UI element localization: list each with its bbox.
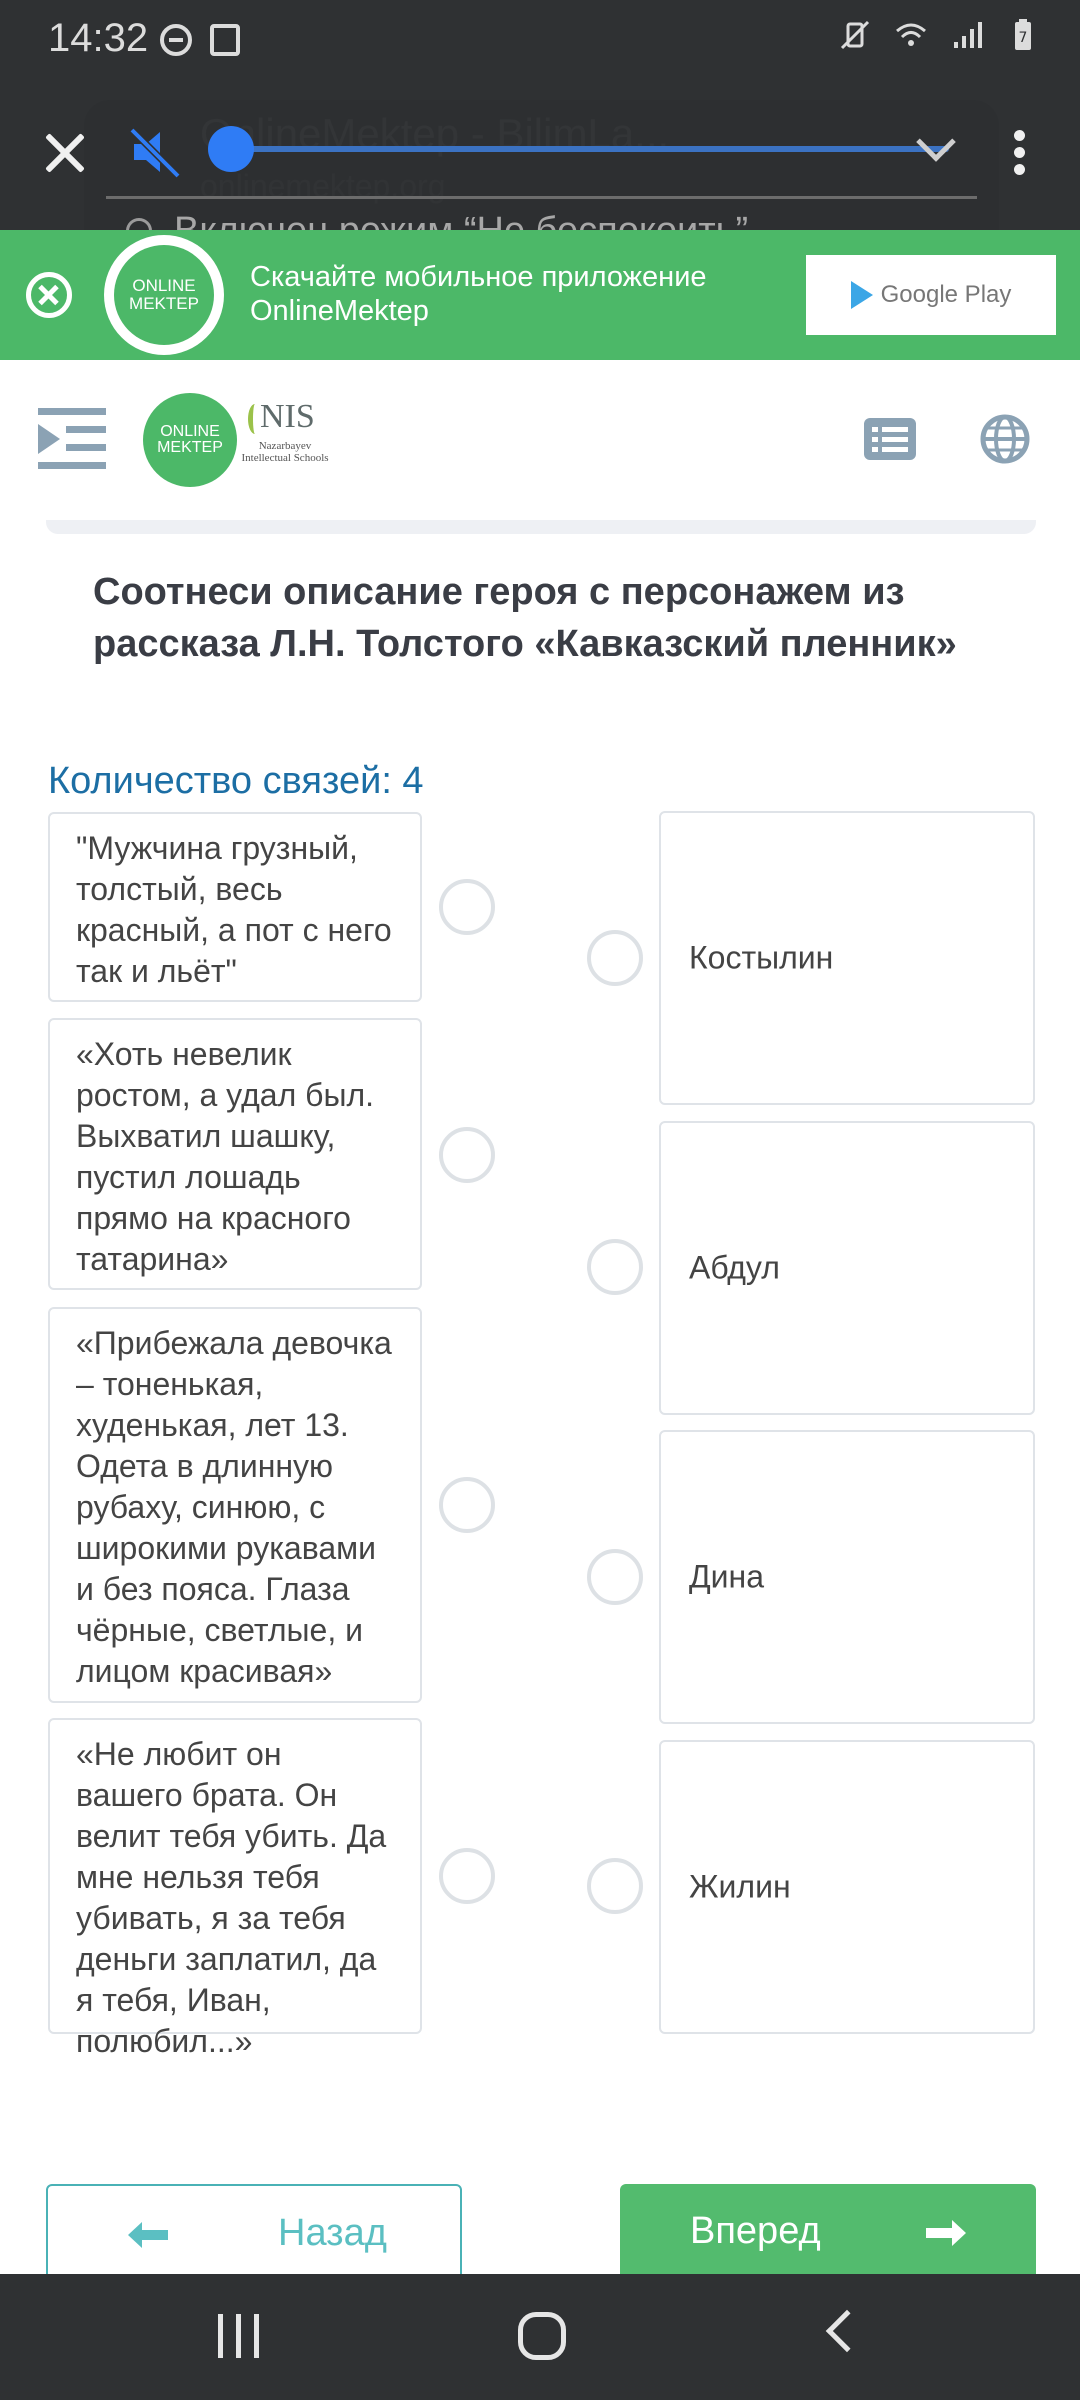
character-card-3[interactable] [659,1430,1035,1724]
description-card-1[interactable] [48,812,422,1002]
chevron-down-icon[interactable] [916,122,956,162]
mute-icon[interactable] [126,122,186,182]
character-connector-2[interactable] [587,1239,643,1295]
app-header [0,360,1080,520]
dnd-status-icon [160,24,192,56]
status-icons [838,18,1040,52]
battery-icon [1006,18,1040,52]
description-connector-3[interactable] [439,1477,495,1533]
back-button-label: Назад [278,2212,387,2254]
banner-text-line-2: OnlineMektep [250,295,429,327]
menu-toggle-icon[interactable] [38,408,106,470]
description-card-4[interactable] [48,1718,422,2059]
character-name: Жилин [689,1868,791,1905]
app-download-banner [0,230,1080,360]
nis-logo-subtitle: Nazarbayev Intellectual Schools [241,440,329,464]
logo-line-2: MEKTEP [129,294,199,313]
onlinemektep-logo[interactable] [143,393,237,487]
google-play-button[interactable] [806,255,1056,335]
description-connector-2[interactable] [439,1127,495,1183]
character-name: Костылин [689,939,834,976]
character-name: Дина [689,1558,765,1595]
arrow-right-icon [924,2218,968,2248]
nis-logo-word: NIS [260,398,315,435]
recent-apps-icon[interactable] [218,2314,262,2358]
status-bar [0,0,1080,80]
character-card-1[interactable] [659,811,1035,1105]
description-connector-1[interactable] [439,879,495,935]
volume-slider-handle[interactable] [208,126,254,172]
next-button[interactable] [620,2184,1036,2284]
character-card-4[interactable] [659,1740,1035,2034]
question-text: Соотнеси описание героя с персонажем из рассказа Л.Н. Толстого «Кавказский пленник» [93,571,957,665]
connections-count: Количество связей: 4 [48,760,424,802]
task-list-icon[interactable] [864,418,916,460]
vibrate-mute-icon [838,18,872,52]
description-text: «Прибежала девочка – тоненькая, худенькая, лет 13. Одета в длинную рубаху, синюю, с широкими рукавами и без пояса. Глаза чёрные, светлые, и лицом красивая» [76,1325,392,1689]
character-connector-4[interactable] [587,1858,643,1914]
signal-icon [950,18,984,52]
character-name: Абдул [689,1249,780,1286]
description-connector-4[interactable] [439,1848,495,1904]
description-text: «Хоть невелик ростом, а удал был. Выхватил шашку, пустил лошадь прямо на красного татарина» [76,1036,375,1277]
logo-line-1: ONLINE [132,276,196,295]
volume-slider-track[interactable] [229,146,949,152]
description-card-3[interactable] [48,1307,422,1703]
system-navigation-bar [0,2274,1080,2400]
character-connector-3[interactable] [587,1549,643,1605]
logo-line-2: MEKTEP [157,439,223,456]
nis-logo [240,398,330,488]
home-icon[interactable] [518,2312,566,2360]
notification-app-icon [210,24,240,56]
battery-level: 7 [1018,30,1028,46]
arrow-left-icon [126,2220,170,2250]
banner-text [250,260,707,328]
back-nav-icon[interactable] [826,2310,868,2352]
back-button[interactable] [46,2184,462,2284]
close-tab-icon[interactable] [40,128,90,178]
more-options-icon[interactable] [1014,130,1026,180]
wifi-icon [894,18,928,52]
close-banner-icon[interactable] [26,272,72,318]
banner-text-line-1: Скачайте мобильное приложение [250,261,707,293]
overlay-divider [106,196,977,199]
character-card-2[interactable] [659,1121,1035,1415]
logo-line-1: ONLINE [160,423,220,440]
play-store-icon [851,281,873,309]
description-text: «Не любит он вашего брата. Он велит тебя убить. Да мне нельзя тебя убивать, я за тебя деньги заплатил, да я тебя, Иван, полюбил...» [76,1736,387,2059]
globe-icon[interactable] [980,414,1030,464]
onlinemektep-logo [104,235,224,355]
google-play-label: Google Play [880,281,1012,308]
next-button-label: Вперед [690,2210,821,2252]
description-text: "Мужчина грузный, толстый, весь красный, а пот с него так и льёт" [76,830,392,989]
card-top-edge [46,520,1036,534]
character-connector-1[interactable] [587,930,643,986]
description-card-2[interactable] [48,1018,422,1290]
status-time: 14:32 [48,16,149,60]
